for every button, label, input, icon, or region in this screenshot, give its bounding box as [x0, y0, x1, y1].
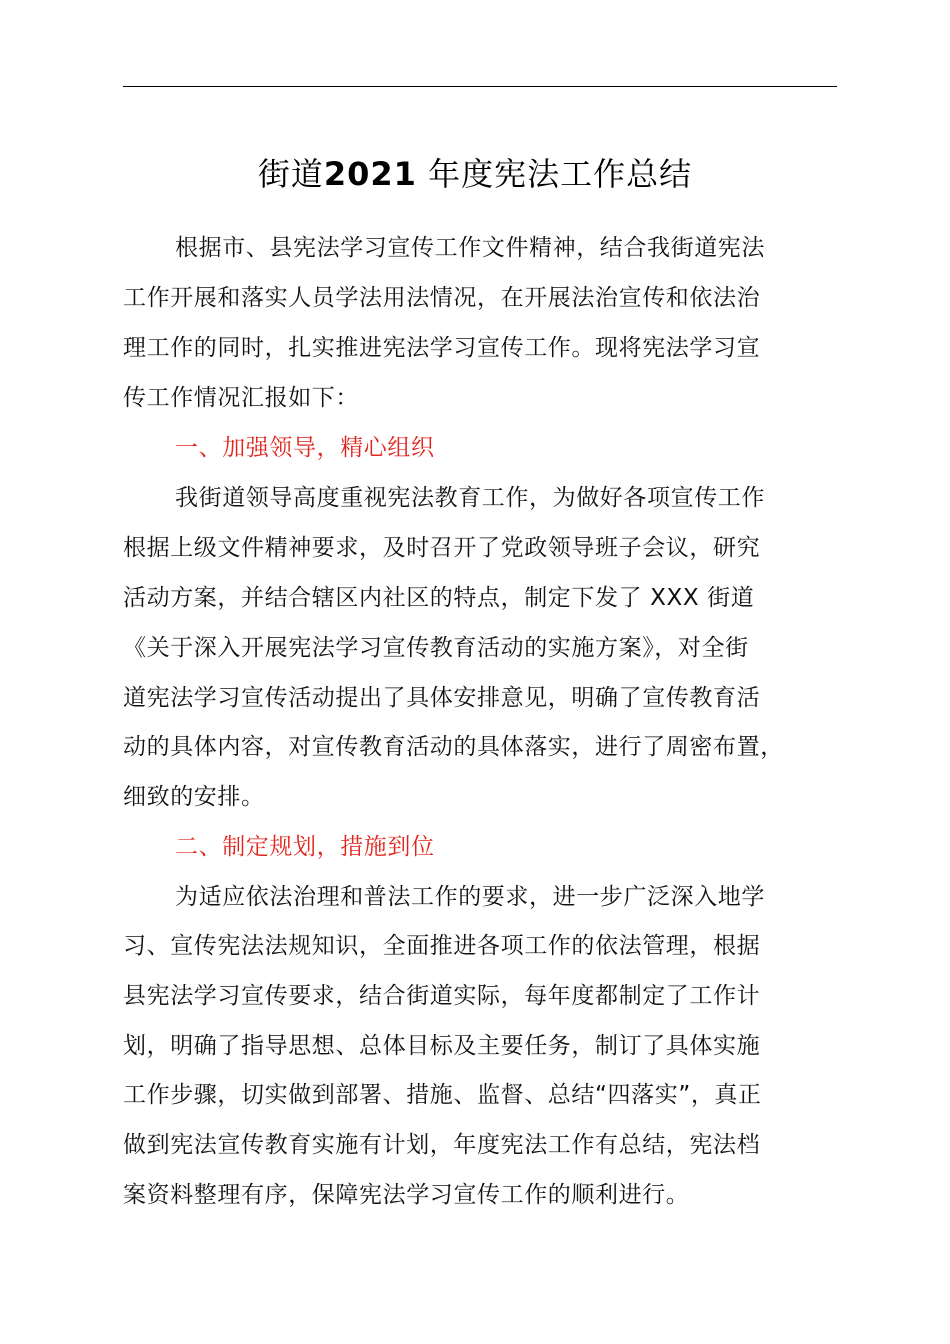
section1-line: 《关于深入开展宪法学习宣传教育活动的实施方案》，对全街 — [123, 635, 749, 661]
title-prefix: 街道 — [257, 155, 324, 193]
section2-line: 案资料整理有序，保障宪法学习宣传工作的顺利进行。 — [123, 1182, 690, 1208]
header-rule — [123, 86, 837, 87]
section1-line: 道宪法学习宣传活动提出了具体安排意见，明确了宣传教育活 — [123, 685, 761, 711]
section2-line: 习、宣传宪法法规知识，全面推进各项工作的依法管理，根据 — [123, 933, 761, 959]
section1-line: 细致的安排。 — [123, 784, 265, 810]
section2-line: 为适应依法治理和普法工作的要求，进一步广泛深入地学 — [175, 884, 765, 910]
intro-line: 理工作的同时，扎实推进宪法学习宣传工作。现将宪法学习宣 — [123, 335, 761, 361]
title-year: 2021 — [323, 155, 417, 193]
section-heading-2: 二、制定规划，措施到位 — [175, 834, 435, 860]
section1-line: 我街道领导高度重视宪法教育工作，为做好各项宣传工作 — [175, 485, 765, 511]
section2-line: 县宪法学习宣传要求，结合街道实际，每年度都制定了工作计 — [123, 983, 761, 1009]
page-title — [0, 150, 950, 198]
section1-line: 动的具体内容，对宣传教育活动的具体落实，进行了周密布置， — [123, 734, 784, 760]
intro-line: 根据市、县宪法学习宣传工作文件精神，结合我街道宪法 — [175, 235, 765, 261]
section1-line: 根据上级文件精神要求，及时召开了党政领导班子会议，研究 — [123, 535, 761, 561]
section2-line: 划，明确了指导思想、总体目标及主要任务，制订了具体实施 — [123, 1033, 761, 1059]
intro-line: 传工作情况汇报如下： — [123, 385, 359, 411]
title-suffix: 年度宪法工作总结 — [428, 155, 693, 193]
section2-line: 工作步骤，切实做到部署、措施、监督、总结“四落实”，真正 — [123, 1082, 762, 1108]
intro-line: 工作开展和落实人员学法用法情况，在开展法治宣传和依法治 — [123, 285, 761, 311]
section-heading-1: 一、加强领导，精心组织 — [175, 435, 435, 461]
section2-line: 做到宪法宣传教育实施有计划，年度宪法工作有总结，宪法档 — [123, 1132, 761, 1158]
section1-line: 活动方案，并结合辖区内社区的特点，制定下发了 XXX 街道 — [123, 585, 755, 611]
